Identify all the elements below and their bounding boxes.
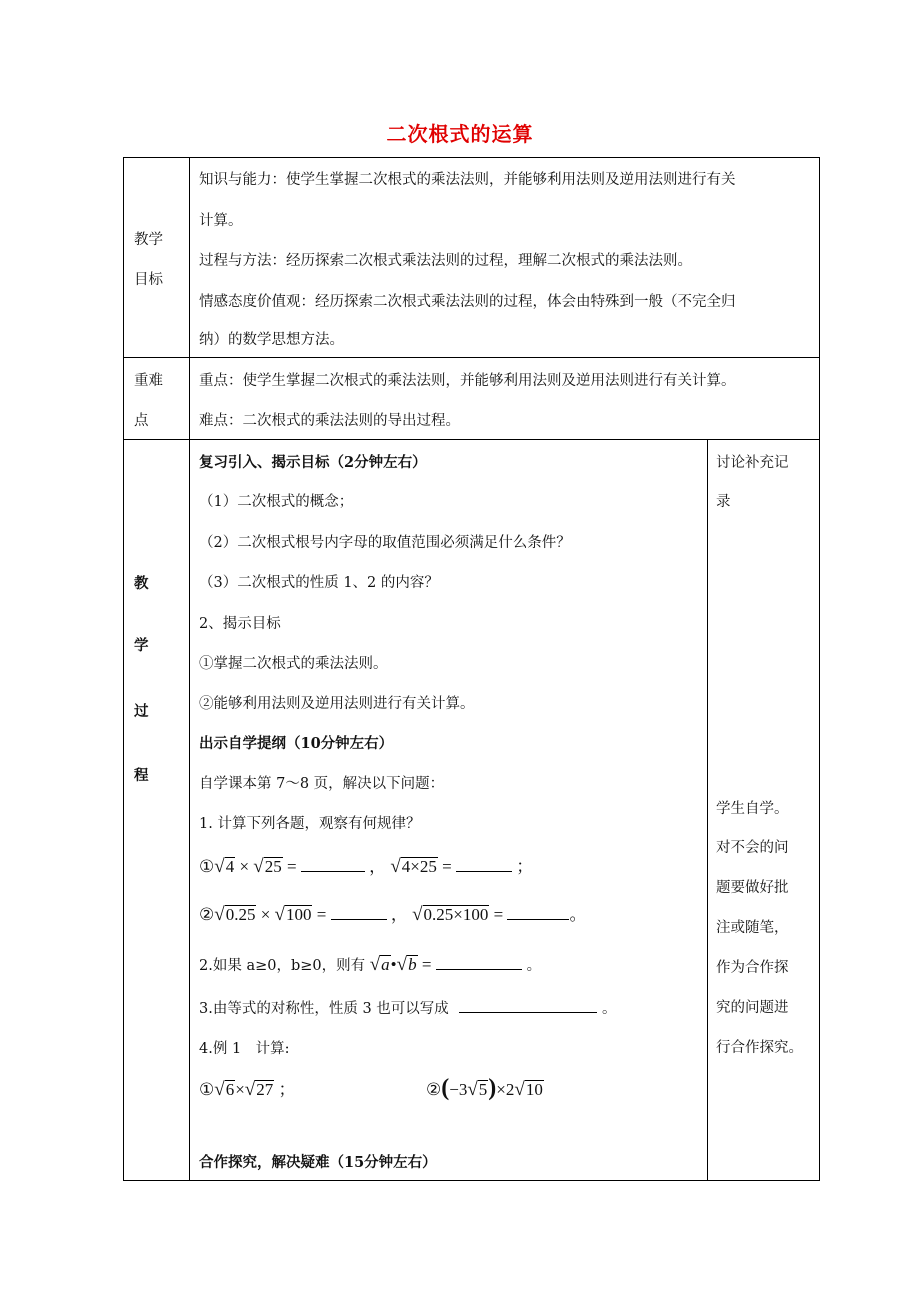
punctuation: ， [390,905,408,924]
equals-symbol: = [421,955,432,974]
exercise-item: 1. 计算下列各题，观察有何规律？ [199,816,421,832]
sqrt-icon: √ [514,1079,525,1100]
circled-number: ② [199,905,215,924]
key-points-label: 重难 [134,373,163,389]
note-line: 学生自学。 [716,801,789,817]
sqrt-icon: √ [396,954,408,975]
circled-number: ① [199,857,215,876]
sqrt-icon: √ [214,856,225,877]
item-text: 2.如果 a≥0，b≥0，则有 [199,958,366,974]
circled-number: ① [199,1080,215,1099]
row-divider [123,439,820,440]
review-question: （1）二次根式的概念； [199,494,354,510]
answer-blank[interactable] [301,857,365,872]
times-symbol: × [260,905,271,924]
answer-blank[interactable] [459,998,597,1013]
equals-symbol: = [316,905,327,924]
section-heading: 复习引入、揭示目标（2分钟左右） [199,454,427,471]
radicand: 25 [264,857,282,876]
objective-line: 知识与能力：使学生掌握二次根式的乘法法则，并能够利用法则及逆用法则进行有关 [199,172,736,188]
reveal-goals: 2、揭示目标 [199,616,281,632]
document-title: 二次根式的运算 [386,122,534,146]
note-line: 作为合作探 [716,960,789,976]
review-question: （3）二次根式的性质 1、2 的内容？ [199,575,439,591]
objective-line: 计算。 [199,213,243,229]
process-label: 过 [134,703,149,720]
math-expression-1 [199,857,533,877]
punctuation: 。 [526,958,542,974]
punctuation: 。 [569,905,587,924]
equals-symbol: = [286,857,297,876]
dot-symbol: • [390,955,397,974]
equals-symbol: = [493,905,504,924]
sqrt-icon: √ [390,856,401,877]
radicand: 27 [256,1080,274,1099]
sqrt-icon: √ [214,904,225,925]
radicand: 5 [478,1080,488,1099]
sqrt-icon: √ [369,954,381,975]
row-divider [123,357,820,358]
item-text: 3.由等式的对称性，性质 3 也可以写成 [199,1001,449,1017]
radicand: a [381,955,390,974]
notes-header: 录 [716,494,731,510]
left-paren-icon: ( [441,1075,450,1101]
process-label: 学 [134,637,149,654]
section-heading: 合作探究，解决疑难（15分钟左右） [199,1154,437,1171]
process-label: 教 [134,575,149,592]
note-line: 行合作探究。 [716,1040,803,1056]
sqrt-icon: √ [214,1079,225,1100]
equals-symbol: = [442,857,452,876]
coefficient: 2 [505,1080,515,1099]
example-expression-2 [426,1075,544,1101]
key-point-line: 难点：二次根式的乘法法则的导出过程。 [199,413,460,429]
objectives-label: 目标 [134,272,163,288]
sqrt-icon: √ [253,856,264,877]
math-expression-2 [199,905,586,925]
key-point-line: 重点：使学生掌握二次根式的乘法法则，并能够利用法则及逆用法则进行有关计算。 [199,373,736,389]
answer-blank[interactable] [331,905,387,920]
exercise-item [199,955,541,976]
radicand: 10 [525,1080,543,1099]
note-line: 对不会的问 [716,840,789,856]
sqrt-icon: √ [244,1079,256,1100]
times-symbol: × [496,1080,506,1099]
goal-item: ①掌握二次根式的乘法法则。 [199,656,388,672]
column-divider [707,439,708,1181]
radicand: b [408,955,417,974]
punctuation: 。 [602,1001,617,1017]
times-symbol: × [235,1080,245,1099]
coefficient: −3 [449,1080,468,1099]
answer-blank[interactable] [456,857,512,872]
objectives-label: 教学 [134,232,163,248]
punctuation: ， [369,857,387,876]
answer-blank[interactable] [507,905,569,920]
radicand: 4 [225,857,235,876]
self-study-intro: 自学课本第 7～8 页，解决以下问题： [199,776,445,792]
objective-line: 纳）的数学思想方法。 [199,332,344,348]
sqrt-icon: √ [412,904,423,925]
radicand: 0.25 [225,905,256,924]
punctuation: ； [278,1080,296,1099]
punctuation: ； [516,857,534,876]
exercise-item [199,998,617,1019]
goal-item: ②能够利用法则及逆用法则进行有关计算。 [199,696,475,712]
notes-header: 讨论补充记 [716,455,789,471]
example-expression-1 [199,1080,295,1100]
times-symbol: × [239,857,250,876]
note-line: 题要做好批 [716,880,789,896]
objective-line: 情感态度价值观：经历探索二次根式乘法法则的过程，体会由特殊到一般（不完全归 [199,294,736,310]
circled-number: ② [426,1080,442,1099]
radicand: 6 [225,1080,235,1099]
sqrt-icon: √ [467,1079,478,1100]
note-line: 究的问题进 [716,1000,789,1016]
answer-blank[interactable] [436,955,522,970]
note-line: 注或随笔， [716,920,789,936]
process-label: 程 [134,767,149,784]
radicand: 100 [285,905,312,924]
right-paren-icon: ) [488,1075,497,1101]
column-divider [189,157,190,1181]
sqrt-icon: √ [274,904,285,925]
key-points-label: 点 [134,413,149,429]
review-question: （2）二次根式根号内字母的取值范围必须满足什么条件？ [199,535,571,551]
section-heading: 出示自学提纲（10分钟左右） [199,735,394,752]
radicand: 0.25×100 [423,905,489,924]
radicand: 4×25 [401,857,437,876]
objective-line: 过程与方法：经历探索二次根式乘法法则的过程，理解二次根式的乘法法则。 [199,253,692,269]
exercise-item: 4.例 1 计算: [199,1041,290,1057]
